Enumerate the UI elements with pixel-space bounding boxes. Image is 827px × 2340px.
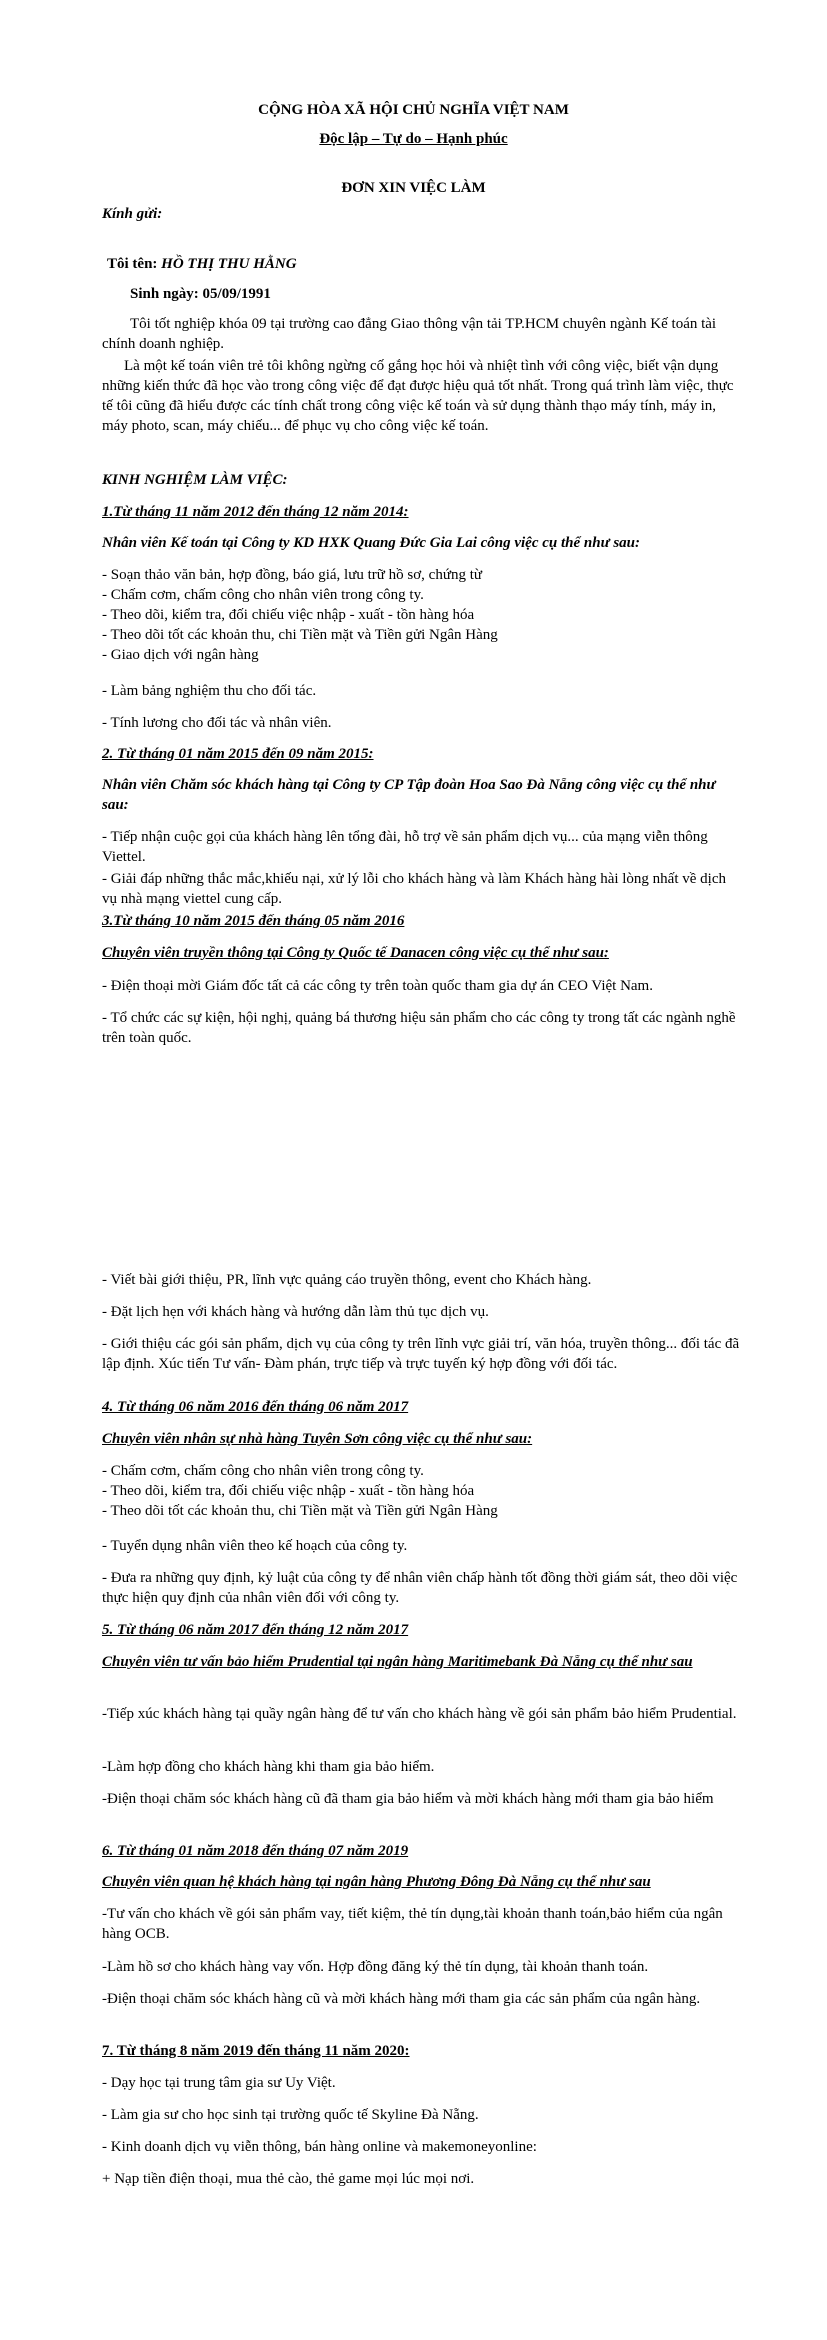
list-item: -Điện thoại chăm sóc khách hàng cũ đã tham gia bảo hiểm và mời khách hàng mới tham gia bảo hiểm (102, 1791, 714, 1807)
list-item: - Theo dõi, kiểm tra, đối chiếu việc nhập - xuất - tồn hàng hóa (102, 607, 475, 623)
job-4-task-list (102, 1461, 742, 1521)
job-1-task-list (102, 565, 742, 665)
job-3-period: 3.Từ tháng 10 năm 2015 đến tháng 05 năm 2016 (102, 913, 405, 929)
intro-paragraph-1: Tôi tốt nghiệp khóa 09 tại trường cao đẳng Giao thông vận tải TP.HCM chuyên ngành Kế toán tài chính doanh nghiệp. (102, 316, 717, 352)
date-of-birth: Sinh ngày: 05/09/1991 (130, 286, 271, 302)
list-item: - Theo dõi tốt các khoản thu, chi Tiền mặt và Tiền gửi Ngân Hàng (102, 1503, 498, 1519)
experience-heading: KINH NGHIỆM LÀM VIỆC: (102, 472, 288, 488)
job-1-period: 1.Từ tháng 11 năm 2012 đến tháng 12 năm 2014: (102, 504, 409, 520)
list-item: -Điện thoại chăm sóc khách hàng cũ và mời khách hàng mới tham gia các sản phẩm của ngân hàng. (102, 1991, 701, 2007)
job-6-role: Chuyên viên quan hệ khách hàng tại ngân hàng Phương Đông Đà Nẵng cụ thể như sau (102, 1874, 651, 1890)
document-title: ĐƠN XIN VIỆC LÀM (341, 180, 486, 196)
list-item: - Tiếp nhận cuộc gọi của khách hàng lên tổng đài, hỗ trợ về sản phẩm dịch vụ... của mạng viễn thông Viettel. (102, 829, 708, 865)
job-4-role: Chuyên viên nhân sự nhà hàng Tuyên Sơn công việc cụ thể như sau: (102, 1431, 533, 1447)
list-item: - Giao dịch với ngân hàng (102, 647, 259, 663)
list-item: - Kinh doanh dịch vụ viễn thông, bán hàng online và makemoneyonline: (102, 2139, 537, 2155)
job-6-period: 6. Từ tháng 01 năm 2018 đến tháng 07 năm 2019 (102, 1843, 409, 1859)
list-item: - Làm gia sư cho học sinh tại trường quốc tế Skyline Đà Nẵng. (102, 2107, 479, 2123)
job-4-period: 4. Từ tháng 06 năm 2016 đến tháng 06 năm 2017 (102, 1399, 409, 1415)
salutation: Kính gửi: (102, 206, 163, 222)
job-2-period: 2. Từ tháng 01 năm 2015 đến 09 năm 2015: (102, 746, 374, 762)
job-5-role: Chuyên viên tư vấn bảo hiểm Prudential tại ngân hàng Maritimebank Đà Nẵng cụ thể như sau (102, 1654, 693, 1670)
list-item: - Chấm cơm, chấm công cho nhân viên trong công ty. (102, 1463, 424, 1479)
list-item: - Dạy học tại trung tâm gia sư Uy Việt. (102, 2075, 336, 2091)
applicant-name: HỒ THỊ THU HẰNG (161, 256, 297, 272)
motto: Độc lập – Tự do – Hạnh phúc (319, 131, 508, 147)
list-item: -Làm hồ sơ cho khách hàng vay vốn. Hợp đồng đăng ký thẻ tín dụng, tài khoản thanh toán. (102, 1959, 649, 1975)
list-item: - Chấm cơm, chấm công cho nhân viên trong công ty. (102, 587, 424, 603)
job-1-role: Nhân viên Kế toán tại Công ty KD HXK Quang Đức Gia Lai công việc cụ thể như sau: (102, 535, 641, 551)
list-item: - Soạn thảo văn bản, hợp đồng, báo giá, lưu trữ hồ sơ, chứng từ (102, 567, 482, 583)
list-item: - Giới thiệu các gói sản phẩm, dịch vụ của công ty trên lĩnh vực giải trí, văn hóa, truyền thông... đối tác đã lập định. Xúc tiến Tư vấn- Đàm phán, trực tiếp và trực tuyến ký hợp đồng với đối tác. (102, 1336, 740, 1372)
list-item: -Làm hợp đồng cho khách hàng khi tham gia bảo hiểm. (102, 1759, 435, 1775)
list-item: - Điện thoại mời Giám đốc tất cả các công ty trên toàn quốc tham gia dự án CEO Việt Nam. (102, 978, 653, 994)
list-item: - Làm bảng nghiệm thu cho đối tác. (102, 683, 317, 699)
list-item: - Đặt lịch hẹn với khách hàng và hướng dẫn làm thủ tục dịch vụ. (102, 1304, 489, 1320)
job-3-role: Chuyên viên truyền thông tại Công ty Quốc tế Danacen công việc cụ thể như sau: (102, 945, 609, 961)
list-item: - Tổ chức các sự kiện, hội nghị, quảng bá thương hiệu sản phẩm cho các công ty trong tất các ngành nghề trên toàn quốc. (102, 1010, 736, 1046)
list-item: - Giải đáp những thắc mắc,khiếu nại, xử lý lỗi cho khách hàng và làm Khách hàng hài lòng nhất về dịch vụ nhà mạng viettel cung cấp. (102, 871, 726, 907)
name-label: Tôi tên: (107, 256, 162, 272)
job-7-period: 7. Từ tháng 8 năm 2019 đến tháng 11 năm 2020: (102, 2043, 410, 2059)
list-item: -Tiếp xúc khách hàng tại quầy ngân hàng để tư vấn cho khách hàng về gói sản phẩm bảo hiểm Prudential. (102, 1706, 737, 1722)
list-item: - Theo dõi, kiểm tra, đối chiếu việc nhập - xuất - tồn hàng hóa (102, 1483, 475, 1499)
job-2-role: Nhân viên Chăm sóc khách hàng tại Công ty CP Tập đoàn Hoa Sao Đà Nẵng công việc cụ thể như sau: (102, 777, 716, 813)
list-item: - Theo dõi tốt các khoản thu, chi Tiền mặt và Tiền gửi Ngân Hàng (102, 627, 498, 643)
list-item: - Viết bài giới thiệu, PR, lĩnh vực quảng cáo truyền thông, event cho Khách hàng. (102, 1272, 592, 1288)
list-item: - Đưa ra những quy định, kỷ luật của công ty để nhân viên chấp hành tốt đồng thời giám sát, theo dõi việc thực hiện quy định của nhân viên đối với công ty. (102, 1570, 738, 1606)
country-heading: CỘNG HÒA XÃ HỘI CHỦ NGHĨA VIỆT NAM (258, 102, 569, 118)
list-item: -Tư vấn cho khách về gói sản phẩm vay, tiết kiệm, thẻ tín dụng,tài khoản thanh toán,bảo hiểm của ngân hàng OCB. (102, 1906, 723, 1942)
list-item: - Tính lương cho đối tác và nhân viên. (102, 715, 332, 731)
list-item: + Nạp tiền điện thoại, mua thẻ cào, thẻ game mọi lúc mọi nơi. (102, 2171, 475, 2187)
list-item: - Tuyển dụng nhân viên theo kế hoạch của công ty. (102, 1538, 408, 1554)
job-5-period: 5. Từ tháng 06 năm 2017 đến tháng 12 năm 2017 (102, 1622, 409, 1638)
applicant-name-line (107, 254, 747, 274)
intro-paragraph-2: Là một kế toán viên trẻ tôi không ngừng cố gắng học hỏi và nhiệt tình với công việc, biết vận dụng những kiến thức đã học vào trong công việc để đạt được hiệu quả tốt nhất. Trong quá trình làm việc, thực tế tôi cũng đã hiểu được các tính chất trong công việc kế toán và sử dụng thành thạo máy tính, máy in, máy photo, scan, máy chiếu... để phục vụ cho công việc kế toán. (102, 358, 734, 434)
